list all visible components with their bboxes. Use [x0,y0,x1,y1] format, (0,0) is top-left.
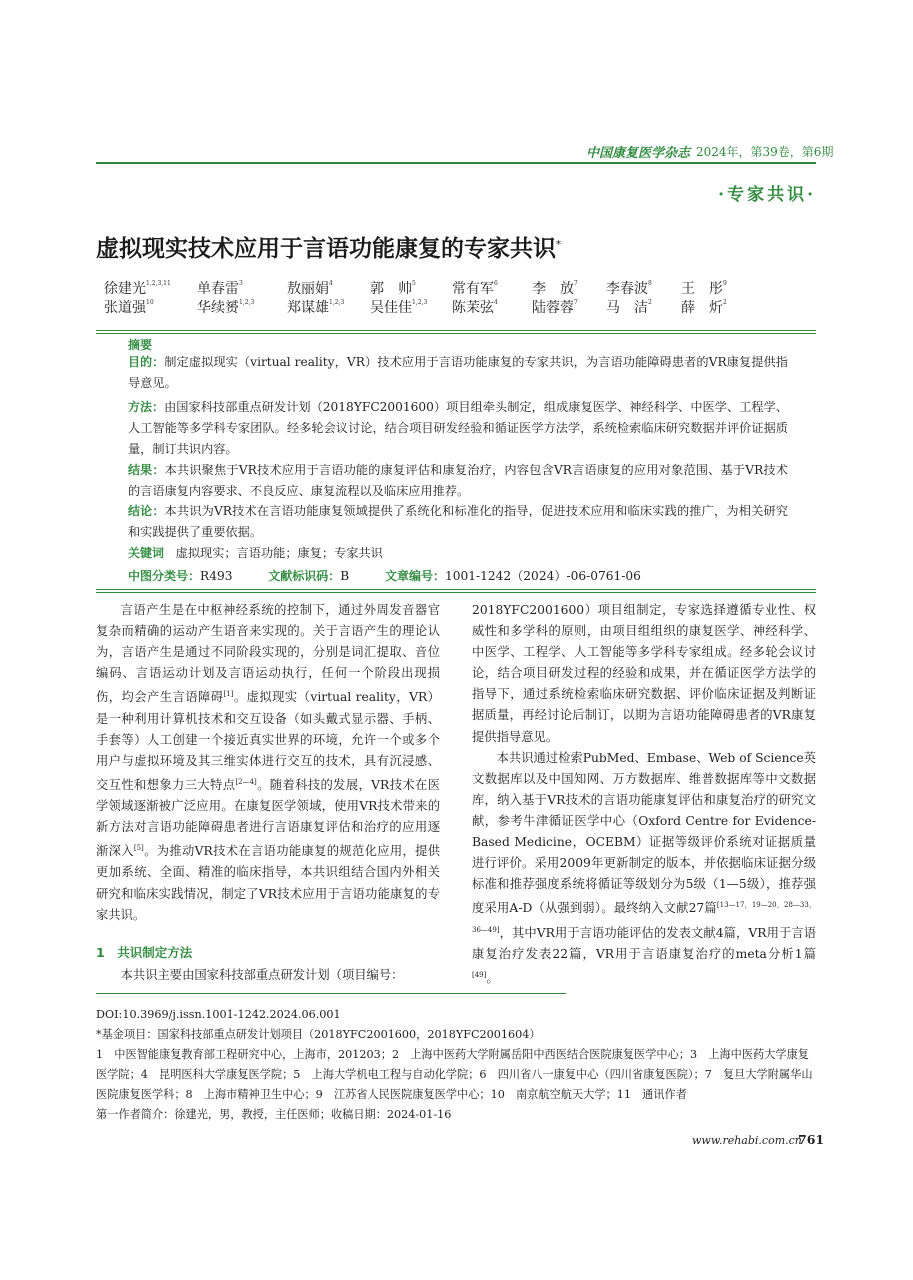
author: 陆蓉蓉$^7$ [532,299,578,316]
author: 常有军$^6$ [452,280,498,297]
abstract-top-rule [96,333,816,334]
author: 华续赟$^{1,2,3}$ [197,299,255,316]
body-paragraph: 本共识主要由国家科技部重点研发计划（项目编号： [120,967,404,982]
section-tag: ·专家共识· [718,185,816,205]
keywords: 关键词 虚拟现实；言语功能；康复；专家共识 [128,546,383,560]
author: 徐建光$^{1,2,3,11}$ [104,280,171,297]
author: 陈茉弦$^4$ [452,299,498,316]
author: 马 洁$^2$ [606,299,652,316]
author: 郑谋雄$^{1,2,3}$ [287,299,345,316]
doi: DOI:10.3969/j.issn.1001-1242.2024.06.001 [96,1008,341,1021]
abstract-bottom-rule [96,589,816,590]
author: 单春雷$^3$ [197,280,243,297]
fund-note: *基金项目：国家科技部重点研发计划项目（2018YFC2001600，2018YFC2001604） [96,1028,541,1041]
abstract-conclusion: 结论：本共识为VR技术在言语功能康复领域提供了系统化和标准化的指导，促进技术应用和临床实践的推广，为相关研究和实践提供了重要依据。 [128,504,788,539]
author: 吴佳佳$^{1,2,3}$ [370,299,428,316]
body-right-column [472,600,816,989]
body-paragraph: 言语产生是在中枢神经系统的控制下，通过外周发音器官复杂而精确的运动产生语音来实现的。关于言语产生的理论认为，言语产生是通过不同阶段实现的，分别是词汇提取、音位编码、言语运动计划及言语运动执行，任何一个阶段出现损伤，均会产生言语障碍[1]。虚拟现实（virtual reality，VR）是一种利用计算机技术和交互设备（如头戴式显示器、手柄、手套等）人工创建一个接近真实世界的环境，允许一个或多个用户与虚拟环境及其三维实体进行交互的技术，具有沉浸感、交互性和想象力三大特点[2—4]。随着科技的发展，VR技术在医学领域逐渐被广泛应用。在康复医学领域，使用VR技术带来的新方法对言语功能障碍患者进行言语康复评估和治疗的应用逐渐深入[5]。为推动VR技术在言语功能康复的规范化应用，提供更加系统、全面、精准的临床指导，本共识组结合国内外相关研究和临床实践情况，制定了VR技术应用于言语功能康复的专家共识。 [96,603,440,922]
abstract-result: 结果：本共识聚焦于VR技术应用于言语功能的康复评估和康复治疗，内容包含VR言语康复的应用对象范围、基于VR技术的言语康复内容要求、不良反应、康复流程以及临床应用推荐。 [128,463,788,498]
body-paragraph: 本共识通过检索PubMed、Embase、Web of Science英文数据库以及中国知网、万方数据库、维普数据库等中文数据库，纳入基于VR技术的言语功能康复评估和康复治疗的研究文献，参考牛津循证医学中心（Oxford Centre for Evidence-Based Medicine，OCEBM）证据等级评价系统对证据质量进行评价。采用2009年更新制定的版本，并依据临床证据分级标准和推荐强度系统将循证等级划分为5级（1—5级），推荐强度采用A-D（从强到弱）。最终纳入文献27篇[13—17，19—20，28—33，36—49]，其中VR用于言语功能评估的发表文献4篇，VR用于言语康复治疗发表22篇，VR用于言语康复治疗的meta分析1篇[49]。 [472,750,816,985]
body-paragraph: 2018YFC2001600）项目组制定，专家选择遵循专业性、权威性和多学科的原则，由项目组组织的康复医学、神经科学、中医学、工程学、人工智能等多学科专家组成。经多轮会议讨论，结合项目研发过程的经验和成果，并在循证医学方法学的指导下，通过系统检索临床研究数据、评价临床证据及判断证据质量，再经讨论后制订，以期为言语功能障碍患者的VR康复提供指导意见。 [472,603,816,744]
abstract-objective: 目的：制定虚拟现实（virtual reality，VR）技术应用于言语功能康复的专家共识，为言语功能障碍患者的VR康复提供指导意见。 [128,355,788,390]
author: 王 彤$^9$ [681,280,727,297]
article-title [96,230,561,263]
author: 张道强$^{10}$ [104,299,154,316]
journal-url[interactable]: www.rehabi.com.cn [692,1134,802,1147]
footnote-rule [96,993,566,994]
first-author-note: 第一作者简介：徐建光，男，教授，主任医师；收稿日期：2024-01-16 [96,1108,452,1121]
abstract-bottom-rule [96,592,816,593]
section-heading: 1 共识制定方法 [96,944,193,960]
header-rule [96,162,816,164]
journal-name: 中国康复医学杂志 [586,146,691,161]
title-text: 虚拟现实技术应用于言语功能康复的专家共识 [96,235,556,262]
author: 李春波$^8$ [606,280,652,297]
classification-line: 中图分类号：R493 文献标识码：B 文章编号：1001-1242（2024）-06-0761-06 [128,569,641,583]
author: 郭 帅$^5$ [370,280,416,297]
title-fund-mark: * [556,239,561,251]
abstract-heading: 摘要 [128,338,153,352]
body-left-column [96,600,440,986]
abstract-top-rule [96,330,816,331]
author: 薛 炘$^2$ [681,299,727,316]
abstract-method: 方法：由国家科技部重点研发计划（2018YFC2001600）项目组牵头制定，组成康复医学、神经科学、中医学、工程学、人工智能等多学科专家团队。经多轮会议讨论，结合项目研发经验和循证医学方法学，系统检索临床研究数据并评价证据质量，制订共识内容。 [128,400,788,456]
author: 李 放$^7$ [532,280,578,297]
author: 敖丽娟$^4$ [287,280,333,297]
issue-info: 2024年，第39卷，第6期 [696,145,834,159]
affiliations: 1 中医智能康复教育部工程研究中心，上海市，201203；2 上海中医药大学附属岳阳中西医结合医院康复医学中心；3 上海中医药大学康复医学院；4 昆明医科大学康复医学院；5 上海大学机电工程与自动化学院；6 四川省八一康复中心（四川省康复医院）；7 复旦大学附属华山医院康复医学科；8 上海市精神卫生中心；9 江苏省人民医院康复医学中心；10 南京航空航天大学；11 通讯作者 [96,1048,813,1101]
page-number: 761 [798,1132,825,1147]
